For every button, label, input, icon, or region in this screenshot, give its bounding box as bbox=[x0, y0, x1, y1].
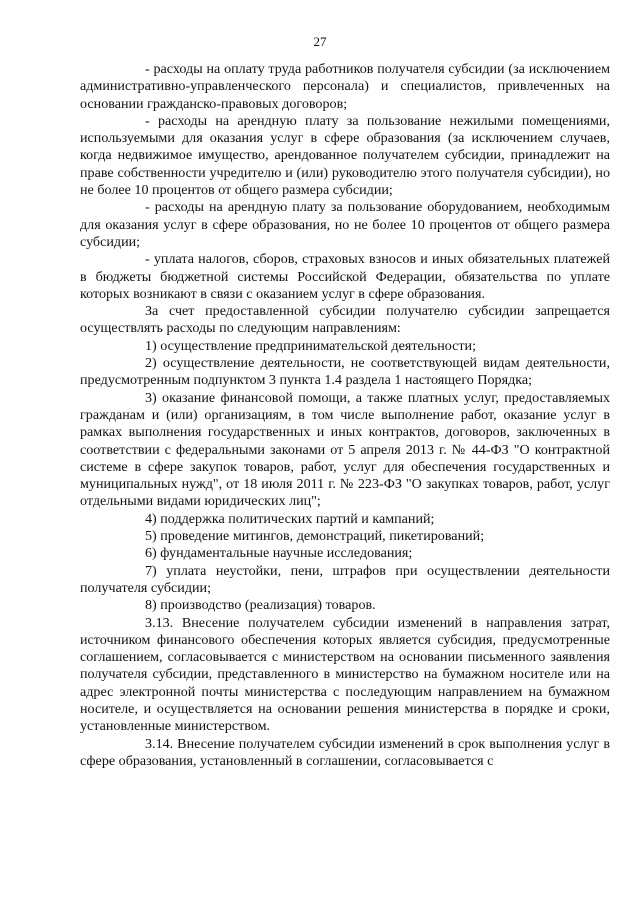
list-item-1: 1) осуществление предпринимательской деятельности; bbox=[145, 337, 477, 354]
list-item-3: 3) оказание финансовой помощи, а также платных услуг, предоставляемых гражданам и (или) организациям, в том числе выполнение работ, оказание услуг в рамках выполнения государственных и иных контрактов, договоров, заключенных в соответствии с федеральными законами от 5 апреля 2013 г. № 44-ФЗ "О контрактной системе в сфере закупок товаров, работ, услуг для обеспечения государственных и муниципальных нужд", от 18 июля 2011 г. № 223-ФЗ "О закупках товаров, работ, услуг отдельными видами юридических лиц"; bbox=[80, 389, 610, 510]
list-item-2: 2) осуществление деятельности, не соответствующей видам деятельности, предусмотренным подпунктом 3 пункта 1.4 раздела 1 настоящего Порядка; bbox=[80, 355, 610, 389]
paragraph-section-3-14: 3.14. Внесение получателем субсидии изменений в срок выполнения услуг в сфере образования, установленный в соглашении, согласовывается с bbox=[80, 735, 610, 769]
page-number: 27 bbox=[313, 34, 327, 49]
paragraph-expense-equipment-rent: - расходы на арендную плату за пользование оборудованием, необходимым для оказания услуг в сфере образования, но не более 10 процентов от общего размера субсидии; bbox=[80, 199, 610, 250]
paragraph-expense-labor: - расходы на оплату труда работников получателя субсидии (за исключением административно-управленческого персонала) и специалистов, привлеченных на основании гражданско-правовых договоров; bbox=[80, 61, 610, 112]
paragraph-expense-premises-rent: - расходы на арендную плату за пользование нежилыми помещениями, используемыми для оказания услуг в сфере образования (за исключением случаев, когда недвижимое имущество, арендованное получателем субсидии, принадлежит на праве собственности учредителю и (или) руководителю этого получателя субсидии), но не более 10 процентов от общего размера субсидии; bbox=[80, 112, 610, 199]
document-body bbox=[80, 61, 610, 770]
list-item-4: 4) поддержка политических партий и кампаний; bbox=[145, 510, 435, 527]
list-item-5: 5) проведение митингов, демонстраций, пикетирований; bbox=[145, 528, 485, 545]
list-item-8: 8) производство (реализация) товаров. bbox=[145, 597, 376, 614]
paragraph-expense-taxes: - уплата налогов, сборов, страховых взносов и иных обязательных платежей в бюджеты бюджетной системы Российской Федерации, обязательства по уплате которых возникают в связи с оказанием услуг в сфере образования. bbox=[80, 251, 610, 302]
list-item-6: 6) фундаментальные научные исследования; bbox=[145, 545, 413, 562]
paragraph-section-3-13: 3.13. Внесение получателем субсидии изменений в направления затрат, источником финансового обеспечения которых является субсидия, предусмотренные соглашением, согласовывается с министерством на основании письменного заявления получателя субсидии, представленного в министерство на бумажном носителе или на адрес электронной почты министерства с последующим направлением на бумажном носителе, и осуществляется на основании решения министерства в порядке и сроки, установленные министерством. bbox=[80, 614, 610, 735]
list-item-7: 7) уплата неустойки, пени, штрафов при осуществлении деятельности получателя субсидии; bbox=[80, 562, 610, 596]
paragraph-prohibited-intro: За счет предоставленной субсидии получателю субсидии запрещается осуществлять расходы по следующим направлениям: bbox=[80, 303, 610, 337]
